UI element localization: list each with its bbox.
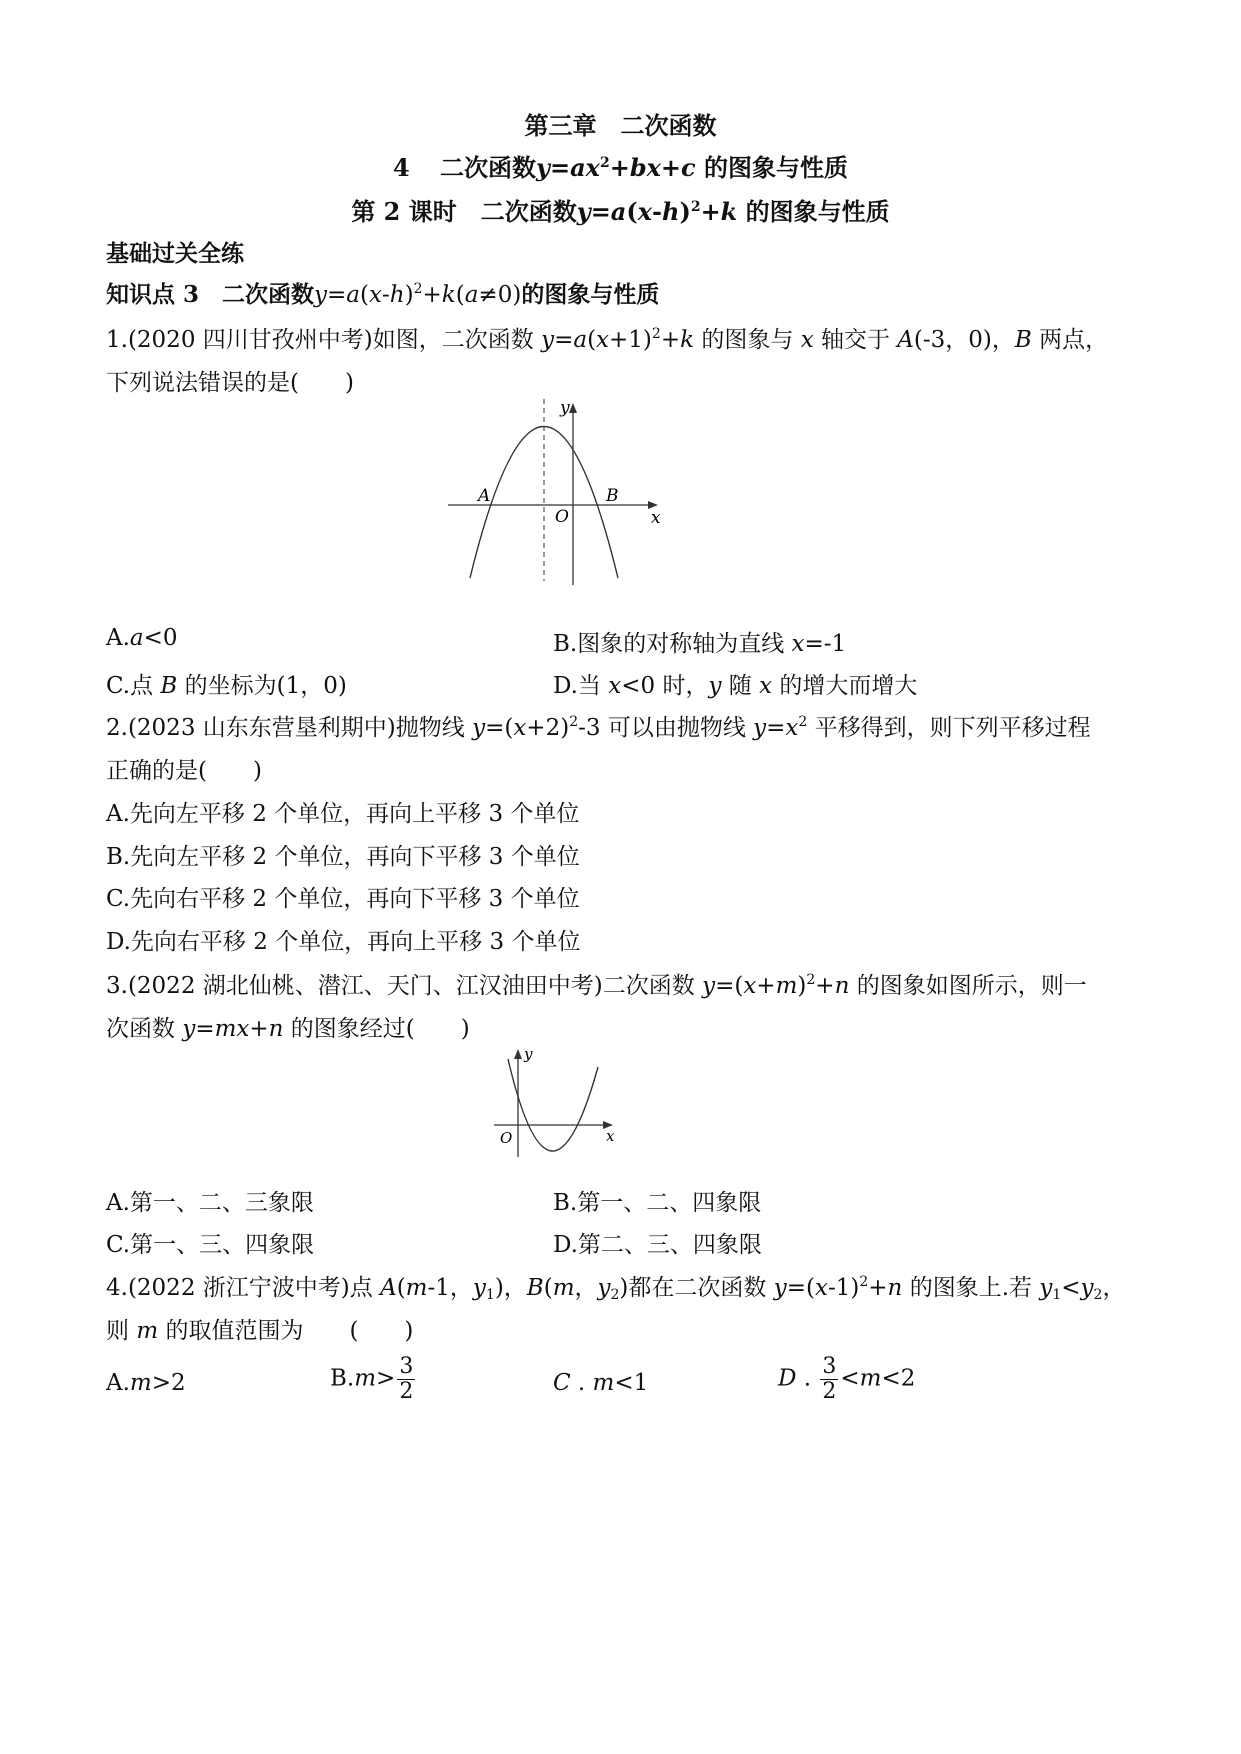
q2-prefix: 2.(2023 山东东营垦利期中)抛物线 (106, 715, 465, 741)
q3-prefix: 3.(2022 湖北仙桃、潜江、天门、江汉油田中考)二次函数 (106, 973, 695, 999)
q2-line1: 2.(2023 山东东营垦利期中)抛物线 $y=(x+2)^2-3$ 可以由抛物线 $y=x^2$ 平移得到，则下列平移过程 (106, 714, 1091, 741)
section-number: 4 (392, 153, 410, 182)
q3-parabola (508, 1059, 598, 1151)
q4-option-c[interactable]: C . m<1 (553, 1370, 649, 1396)
q1-prefix: 1.(2020 四川甘孜州中考)如图，二次函数 (106, 327, 534, 353)
q1-label-y: y (560, 398, 570, 418)
q2-option-c[interactable]: C.先向右平移 2 个单位，再向下平移 3 个单位 (106, 886, 580, 912)
q4-option-a[interactable]: A.m>2 (106, 1370, 186, 1396)
q3-line2-post: 的图象经过( ) (290, 1016, 470, 1042)
q1-option-d[interactable]: D.当 x<0 时，y 随 x 的增大而增大 (553, 673, 918, 699)
q2-option-b[interactable]: B.先向左平移 2 个单位，再向下平移 3 个单位 (106, 844, 580, 870)
q1-option-a[interactable]: A.a<0 (106, 625, 178, 651)
q1-mid: 的图象与 (701, 327, 794, 353)
q2-tail: 平移得到，则下列平移过程 (814, 715, 1091, 741)
q4-option-b[interactable]: B.m> $\frac{3}{2}$ (330, 1354, 414, 1404)
q3-label-y: y (524, 1045, 533, 1063)
q2-mid: 可以由抛物线 (607, 715, 746, 741)
q3-line2: 次函数 y=mx+n 的图象经过( ) (106, 1016, 470, 1042)
chapter-title: 第三章 二次函数 (524, 111, 717, 140)
q4-d-fraction: $\frac{3}{2}$ (822, 1354, 837, 1404)
q4-b-fraction: $\frac{3}{2}$ (399, 1354, 414, 1404)
q4-mid: 都在二次函数 (628, 1275, 767, 1301)
q2-line2: 正确的是( ) (106, 758, 262, 784)
q3-option-d[interactable]: D.第二、三、四象限 (553, 1232, 762, 1258)
section-suffix: 的图象与性质 (704, 153, 849, 182)
section-prefix: 二次函数 (440, 153, 537, 182)
q1-label-a: A (478, 486, 491, 506)
q1-line2: 下列说法错误的是( ) (106, 370, 354, 396)
knowledge-label: 知识点 3 二次函数 (106, 281, 315, 308)
practice-heading: 基础过关全练 (106, 240, 244, 267)
q1-y-arrow-icon (569, 403, 577, 413)
lesson-title: 第 2 课时 二次函数$y=a(x-h)^2+k$ 的图象与性质 (351, 197, 890, 226)
q3-option-c[interactable]: C.第一、三、四象限 (106, 1232, 315, 1258)
q1-label-x: x (651, 508, 661, 528)
q4-tail: 的图象上.若 (909, 1275, 1032, 1301)
q4-line1: 4.(2022 浙江宁波中考)点 A(m-1，$y_1$)，B(m，$y_2$)都在二次函数 $y=(x-1)^2+n$ 的图象上.若 $y_1<y_2$， (106, 1274, 1126, 1303)
q1-label-o: O (555, 507, 569, 527)
q3-line1: 3.(2022 湖北仙桃、潜江、天门、江汉油田中考)二次函数 $y=(x+m)^2+n$ 的图象如图所示，则一 (106, 972, 1087, 999)
q1-option-c[interactable]: C.点 B 的坐标为(1，0) (106, 673, 347, 699)
q1-label-b: B (606, 486, 619, 506)
q4-prefix: 4.(2022 浙江宁波中考)点 (106, 1275, 373, 1301)
q3-line2-pre: 次函数 (106, 1016, 175, 1042)
q2-option-a[interactable]: A.先向左平移 2 个单位，再向上平移 3 个单位 (106, 801, 580, 827)
q4-option-d[interactable]: D . $\frac{3}{2}$ <m<2 (778, 1354, 916, 1404)
q4-line2-post: 的取值范围为 ( ) (165, 1318, 414, 1344)
knowledge-suffix: 的图象与性质 (521, 281, 660, 308)
q1-line1: 1.(2020 四川甘孜州中考)如图，二次函数 $y=a(x+1)^2+k$ 的图象与 x 轴交于 A(-3，0)，B 两点， (106, 326, 1109, 353)
q2-option-d[interactable]: D.先向右平移 2 个单位，再向上平移 3 个单位 (106, 929, 581, 955)
q1-option-b[interactable]: B.图象的对称轴为直线 x=-1 (553, 631, 847, 657)
section-title: 4 二次函数$y=ax^2+bx+c$ 的图象与性质 (392, 153, 849, 182)
lesson-prefix: 第 2 课时 二次函数 (351, 197, 577, 226)
knowledge-heading: 知识点 3 二次函数$y=a(x-h)^2+k(a\ne 0)$的图象与性质 (106, 281, 660, 308)
q3-option-a[interactable]: A.第一、二、三象限 (106, 1190, 314, 1216)
q3-option-b[interactable]: B.第一、二、四象限 (553, 1190, 762, 1216)
q1-coords: (-3，0)， (913, 327, 1015, 353)
q1-mid2: 轴交于 (820, 327, 890, 353)
q3-graph (490, 1043, 625, 1163)
q3-label-x: x (606, 1127, 615, 1145)
lesson-suffix: 的图象与性质 (745, 197, 890, 226)
q1-tail: 两点， (1039, 327, 1109, 353)
q3-y-arrow-icon (514, 1049, 522, 1059)
q4-line2: 则 m 的取值范围为 ( ) (106, 1318, 414, 1344)
q3-tail: 的图象如图所示，则一 (856, 973, 1087, 999)
q1-graph (440, 395, 680, 590)
q3-label-o: O (500, 1129, 513, 1147)
q4-line2-pre: 则 (106, 1318, 129, 1344)
